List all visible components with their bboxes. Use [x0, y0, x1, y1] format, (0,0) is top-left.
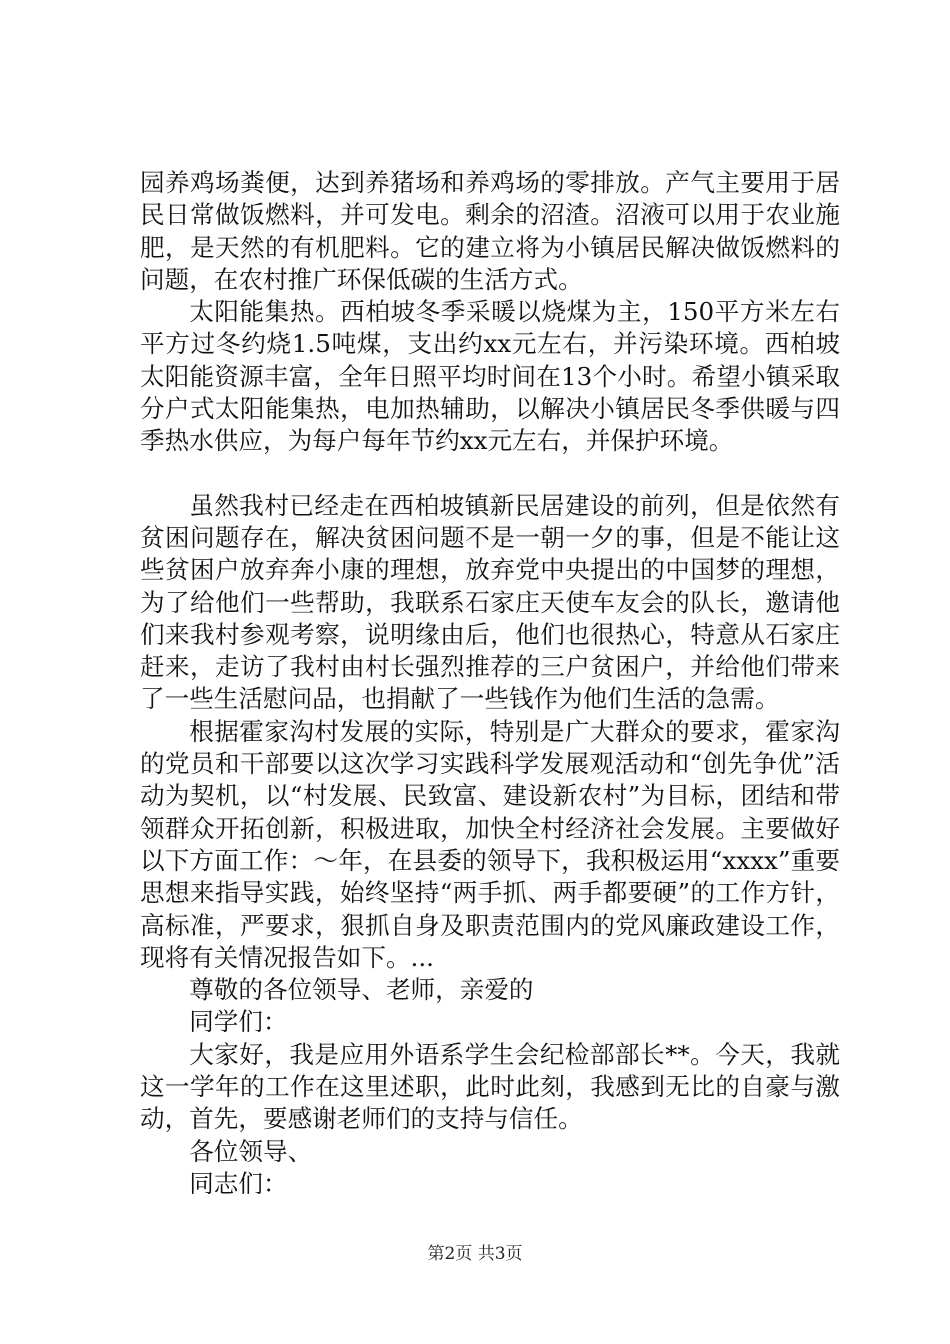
salutation-comrades: 同志们：: [189, 1168, 288, 1198]
paragraph-biogas-continuation: 园养鸡场粪便，达到养猪场和养鸡场的零排放。产气主要用于居民日常做饭燃料，并可发电。剩余的沼渣。沼液可以用于农业施肥，是天然的有机肥料。它的建立将为小镇居民解决做饭燃料的问题，在农村推广环保低碳的生活方式。: [140, 168, 840, 294]
paragraph-speech-opening: 大家好，我是应用外语系学生会纪检部部长**。今天，我就这一学年的工作在这里述职，此时此刻，我感到无比的自豪与激动，首先，要感谢老师们的支持与信任。: [140, 1039, 840, 1134]
paragraph-village-development: 根据霍家沟村发展的实际，特别是广大群众的要求，霍家沟的党员和干部要以这次学习实践科学发展观活动和“创先争优”活动为契机，以“村发展、民致富、建设新农村”为目标，团结和带领群众开拓创新，积极进取，加快全村经济社会发展。主要做好以下方面工作：～年，在县委的领导下，我积极运用“xxxx”重要思想来指导实践，始终坚持“两手抓、两手都要硬”的工作方针，高标准，严要求，狠抓自身及职责范围内的党风廉政建设工作，现将有关情况报告如下。...: [140, 716, 840, 972]
salutation-classmates: 同学们：: [189, 1007, 288, 1037]
paragraph-solar-heating: 太阳能集热。西柏坡冬季采暖以烧煤为主，150平方米左右平方过冬约烧1.5吨煤，支出约xx元左右，并污染环境。西柏坡太阳能资源丰富，全年日照平均时间在13个小时。希望小镇采取分户式太阳能集热，电加热辅助，以解决小镇居民冬季供暖与四季热水供应，为每户每年节约xx元左右，并保护环境。: [140, 297, 840, 456]
salutation-leaders: 各位领导、: [189, 1136, 313, 1166]
paragraph-poverty-help: 虽然我村已经走在西柏坡镇新民居建设的前列，但是依然有贫困问题存在，解决贫困问题不是一朝一夕的事，但是不能让这些贫困户放弃奔小康的理想，放弃党中央提出的中国梦的理想，为了给他们一些帮助，我联系石家庄天使车友会的队长，邀请他们来我村参观考察，说明缘由后，他们也很热心，特意从石家庄赶来，走访了我村由村长强烈推荐的三户贫困户，并给他们带来了一些生活慰问品，也捐献了一些钱作为他们生活的急需。: [140, 490, 840, 714]
page-number-footer: 第2页 共3页: [427, 1244, 523, 1264]
salutation-leaders-teachers: 尊敬的各位领导、老师，亲爱的: [189, 975, 534, 1005]
document-body: [140, 167, 840, 1200]
